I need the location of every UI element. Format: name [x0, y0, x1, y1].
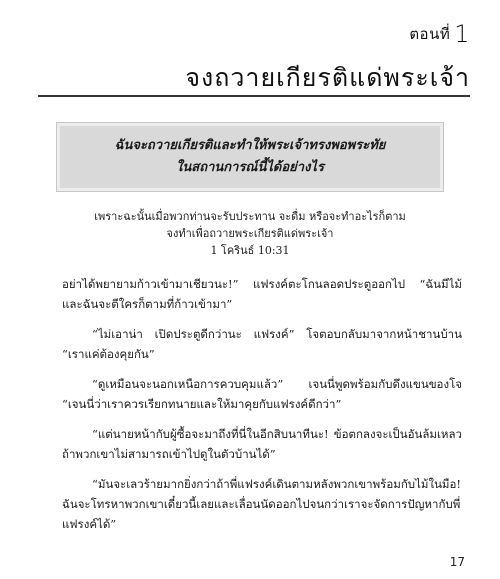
- title-divider: [38, 95, 470, 97]
- question-callout-box: [60, 126, 440, 188]
- chapter-label: [409, 20, 470, 48]
- callout-line-1: ฉันจะถวายเกียรติและทำให้พระเจ้าทรงพอพระทัย: [114, 138, 386, 153]
- chapter-number: 1: [454, 20, 470, 48]
- verse-reference: 1 โครินธ์ 10:31: [210, 244, 290, 257]
- chapter-prefix: ตอนที่: [409, 25, 451, 43]
- verse-line-2: จงทำเพื่อถวายพระเกียรติแด่พระเจ้า: [166, 227, 334, 240]
- page-number: 17: [449, 555, 465, 569]
- scripture-verse: [40, 208, 460, 259]
- paragraph-5: “มันจะเลวร้ายมากยิ่งกว่าถ้าพี่แฟรงค์เดินตามหลังพวกเขาพร้อมกับไม้ในมือ! ฉันจะโทรหาพวกเขาเดี๋ยวนี้เลยและเลื่อนนัดออกไปจนกว่าเราจะจัดการปัญหากับพี่แฟรงค์ได้”: [62, 477, 462, 531]
- chapter-title: จงถวายเกียรติแด่พระเจ้า: [185, 63, 470, 92]
- paragraph-4: “แต่นายหน้ากับผู้ซื้อจะมาถึงที่นี่ในอีกสิบนาทีนะ! ข้อตกลงจะเป็นอันล้มเหลวถ้าพวกเขาไม่สามารถเข้าไปดูในตัวบ้านได้”: [62, 427, 462, 461]
- callout-line-2: ในสถานการณ์นี้ได้อย่างไร: [176, 160, 324, 175]
- paragraph-3: “ดูเหมือนจะนอกเหนือการควบคุมแล้ว” เจนนี่พูดพร้อมกับดึงแขนของโจ “เจนนี่ว่าเราควรเรียกทนายและให้มาคุยกับแฟรงค์ดีกว่า”: [62, 377, 462, 411]
- body-text: [62, 274, 462, 544]
- verse-line-1: เพราะฉะนั้นเมื่อพวกท่านจะรับประทาน จะดื่ม หรือจะทำอะไรก็ตาม: [94, 210, 406, 223]
- paragraph-1: อย่าได้พยายามก้าวเข้ามาเชียวนะ!” แฟรงค์ตะโกนลอดประตูออกไป “ฉันมีไม้ และฉันจะตีใครก็ตามที่ก้าวเข้ามา”: [62, 277, 462, 311]
- paragraph-2: “ไม่เอาน่า เปิดประตูดีกว่านะ แฟรงค์” โจตอบกลับมาจากหน้าชานบ้าน “เราแค่ต้องคุยกัน”: [62, 327, 462, 361]
